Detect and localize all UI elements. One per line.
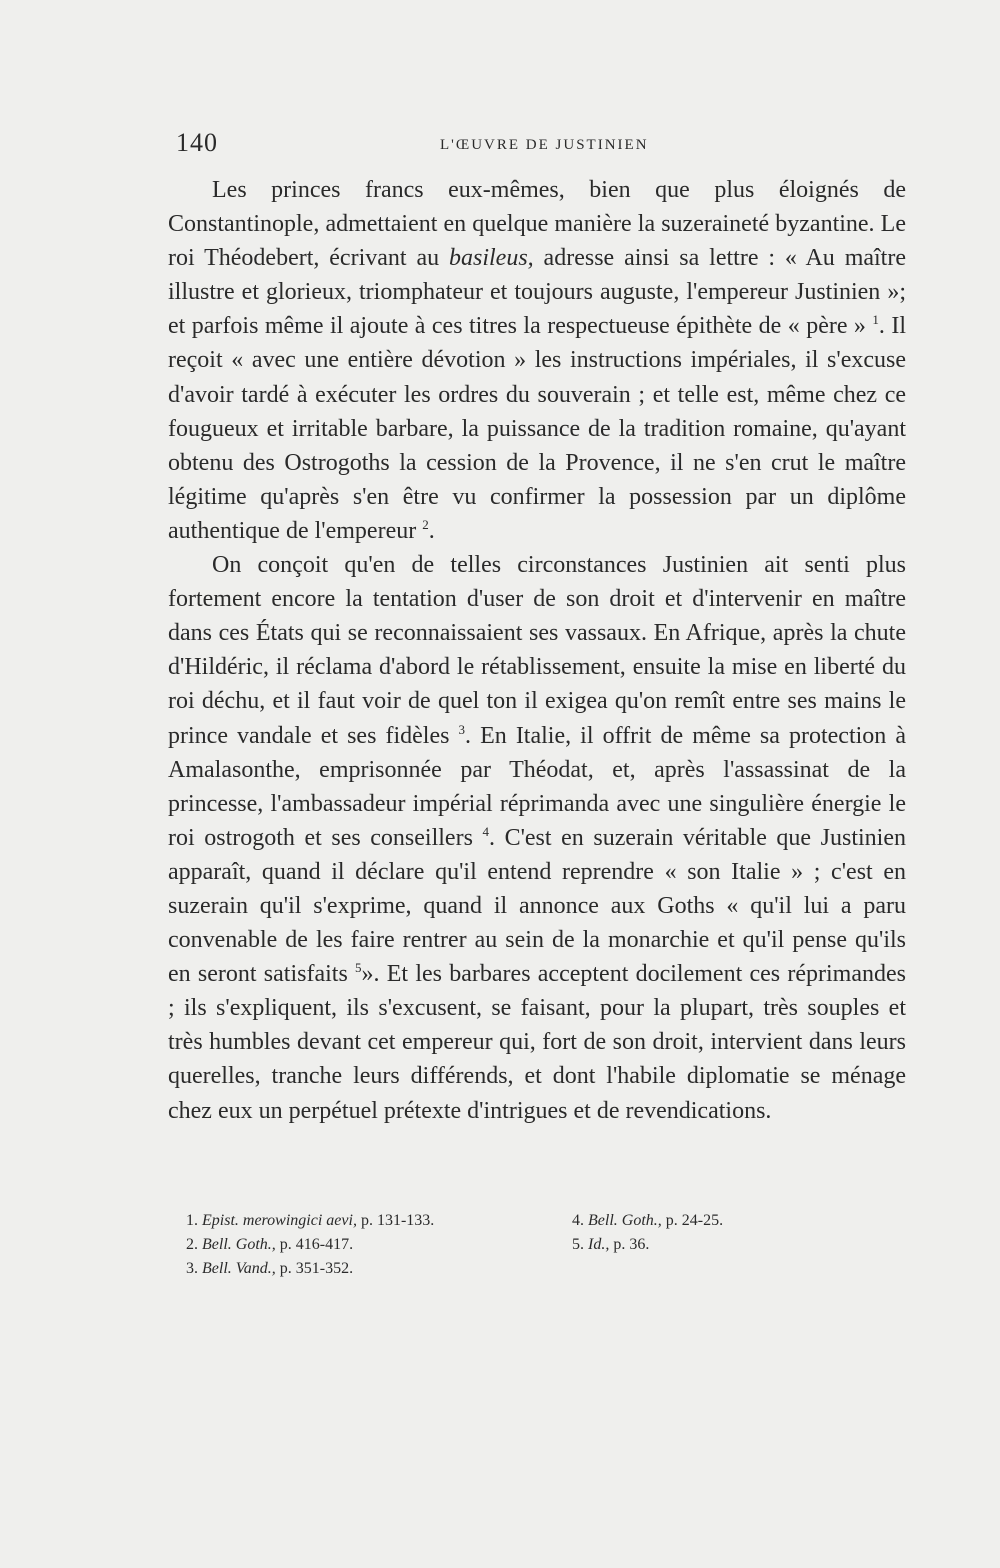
footnote-reference: 1 [872, 312, 879, 328]
body-text [168, 173, 906, 1128]
running-head: L'ŒUVRE DE JUSTINIEN [440, 137, 649, 153]
footnote-reference: 3 [458, 721, 466, 737]
footnote-pages: p. 131-133. [360, 1212, 435, 1229]
text-segment: . Il reçoit « avec une entière dévotion » les instructions impériales, il s'excuse d'avoir tardé à exécuter les ordres du souverain ; et telle est, même chez ce fougueux et irritable barbare, la puissance de la tradition romaine, qu'ayant obtenu des Ostrogoths la cession de la Provence, il ne s'en crut le maître légitime qu'après s'en être vu confirmer la possession par un diplôme authentique de l'empereur [168, 313, 906, 544]
footnote [572, 1233, 832, 1257]
text-segment: ». Et les barbares acceptent docilement ces réprimandes ; ils s'expliquent, ils s'excusent, se faisant, pour la plupart, très souples et très humbles devant cet empereur qui, fort de son droit, intervient dans leurs querelles, tranche leurs différends, et dont l'habile diplomatie se ménage chez eux un perpétuel prétexte d'intrigues et de revendications. [168, 961, 906, 1124]
footnote-ref: Epist. merowingici aevi, [202, 1212, 357, 1229]
footnote-reference: 5 [355, 960, 362, 976]
footnote [186, 1209, 546, 1233]
footnote-pages: p. 36. [613, 1236, 650, 1253]
footnote-num: 5. [572, 1236, 584, 1253]
text-segment: . [428, 517, 435, 544]
footnote-pages: p. 351-352. [279, 1260, 354, 1277]
paragraph [168, 548, 906, 1128]
footnote [186, 1257, 546, 1281]
footnote-reference: 4 [482, 823, 489, 839]
footnote [186, 1233, 546, 1257]
italic-term: basileus, [449, 245, 534, 272]
text-segment: . C'est en suzerain véritable que Justinien apparaît, quand il déclare qu'il entend reprendre « son Italie » ; c'est en suzerain qu'il s'exprime, quand il annonce aux Goths « qu'il lui a paru convenable de les faire rentrer au sein de la monarchie et qu'il pense qu'ils en seront satisfaits [168, 824, 906, 988]
text-segment: . En Italie, il offrit de même sa protection à Amalasonthe, emprisonnée par Théodat, et, après l'assassinat de la princesse, l'ambassadeur impérial réprimanda avec une singulière énergie le roi ostrogoth et ses conseillers [168, 722, 906, 851]
footnote [572, 1209, 832, 1233]
footnote-ref: Bell. Goth., [202, 1236, 276, 1253]
text-segment: On conçoit qu'en de telles circonstances Justinien ait senti plus fortement encore la tentation d'user de son droit et d'intervenir en maître dans ces États qui se reconnaissaient ses vassaux. En Afrique, après la chute d'Hildéric, il réclama d'abord le rétablissement, ensuite la mise en liberté du roi déchu, et il faut voir de quel ton il exigea qu'on remît entre ses mains le prince vandale et ses fidèles [168, 552, 906, 749]
footnote-pages: p. 24-25. [665, 1212, 724, 1229]
text-segment: adresse ainsi sa lettre : « Au maître illustre et glorieux, triomphateur et toujours auguste, l'empereur Justinien »; et parfois même il ajoute à ces titres la respectueuse épithète de « père » [168, 245, 906, 340]
footnote-pages: p. 416-417. [279, 1236, 354, 1253]
footnote-num: 1. [186, 1212, 198, 1229]
footnote-ref: Bell. Vand., [202, 1260, 276, 1277]
footnote-ref: Id., [588, 1236, 610, 1253]
footnotes-left-column [186, 1209, 546, 1281]
page-number: 140 [176, 128, 218, 157]
footnote-ref: Bell. Goth., [588, 1212, 662, 1229]
footnote-reference: 2 [422, 516, 429, 532]
paragraph [168, 173, 906, 548]
footnote-num: 4. [572, 1212, 584, 1229]
footnotes-right-column [572, 1209, 832, 1257]
footnote-num: 2. [186, 1236, 198, 1253]
footnote-num: 3. [186, 1260, 198, 1277]
text-segment: Les princes francs eux-mêmes, bien que plus éloignés de Constantinople, admettaient en quelque manière la suzeraineté byzantine. Le roi Théodebert, écrivant au [168, 177, 906, 272]
